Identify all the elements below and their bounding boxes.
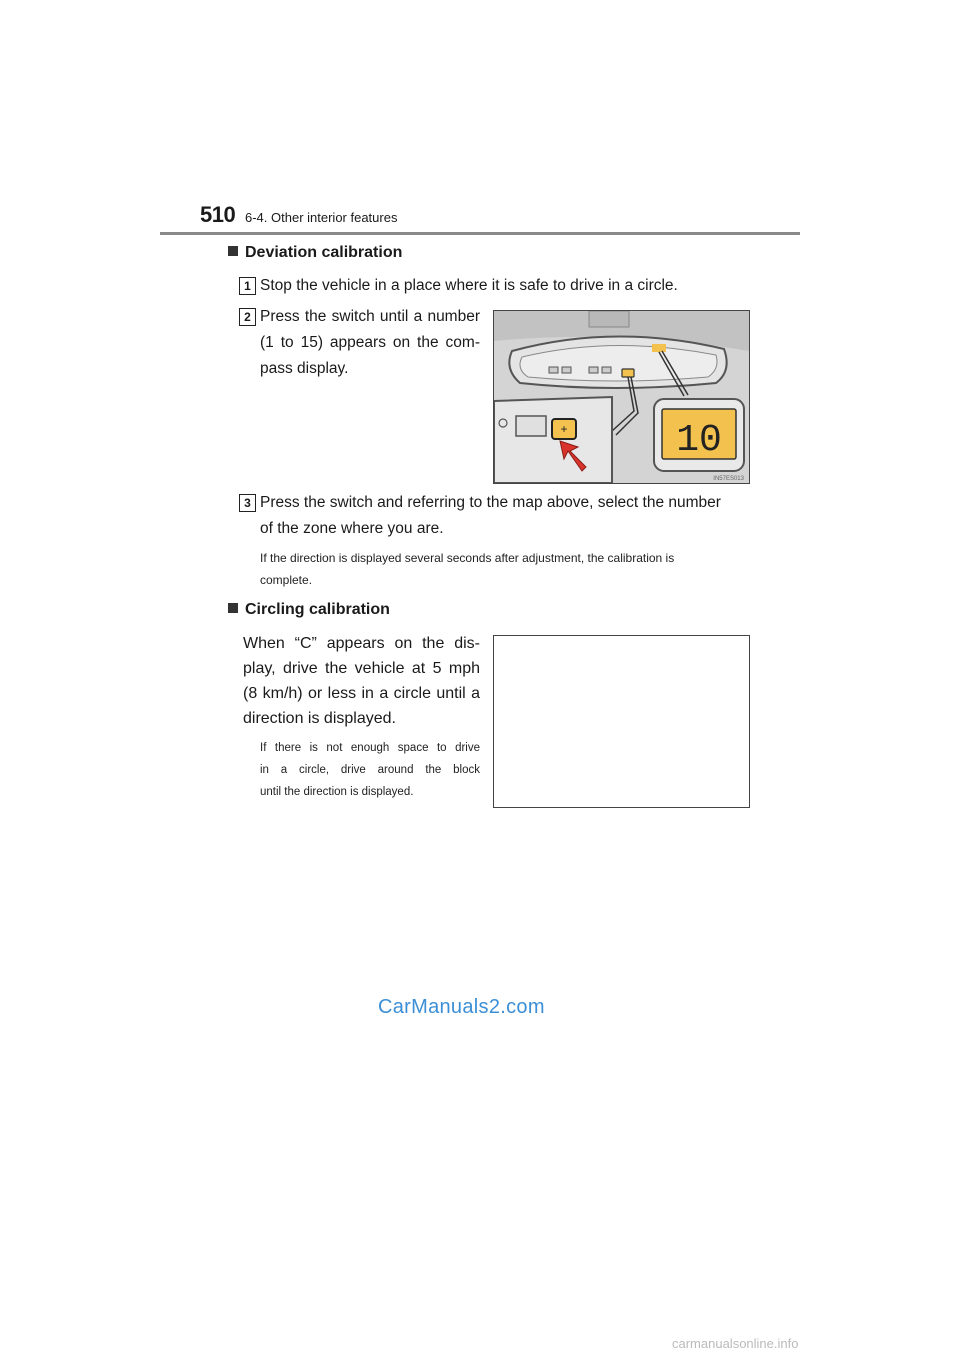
deviation-heading-text: Deviation calibration bbox=[245, 244, 403, 261]
page-number: 510 bbox=[200, 202, 236, 227]
circling-heading-text: Circling calibration bbox=[245, 601, 390, 618]
header-rule bbox=[160, 232, 800, 235]
footer-watermark: carmanualsonline.info bbox=[672, 1336, 799, 1351]
watermark-link[interactable]: CarManuals2.com bbox=[378, 996, 545, 1018]
deviation-note-line: If the direction is displayed several seconds after adjustment, the calibration is bbox=[260, 551, 675, 565]
circling-note-line: until the direction is displayed. bbox=[260, 786, 414, 798]
circling-note-line: in a circle, drive around the block bbox=[260, 764, 480, 776]
circling-figure-placeholder bbox=[493, 635, 750, 808]
svg-text:10: 10 bbox=[676, 419, 722, 462]
svg-text:+: + bbox=[560, 422, 568, 436]
step-badge-1: 1 bbox=[239, 277, 256, 295]
step-1-text: Stop the vehicle in a place where it is safe to drive in a circle. bbox=[260, 277, 678, 294]
mirror-compass-figure bbox=[493, 310, 750, 484]
square-bullet-icon bbox=[228, 246, 238, 256]
deviation-heading bbox=[228, 244, 402, 262]
circling-body-line: direction is displayed. bbox=[243, 710, 396, 727]
circling-note-line: If there is not enough space to drive bbox=[260, 742, 480, 754]
deviation-note-line: complete. bbox=[260, 573, 313, 587]
circling-heading bbox=[228, 601, 390, 619]
circling-body bbox=[243, 631, 480, 731]
step-3-line: of the zone where you are. bbox=[260, 520, 444, 537]
circling-body-line: (8 km/h) or less in a circle until a bbox=[243, 685, 480, 702]
step-3-line: Press the switch and referring to the map above, select the number bbox=[260, 494, 721, 511]
step-3-text bbox=[260, 490, 721, 542]
step-badge-2: 2 bbox=[239, 308, 256, 326]
circling-body-line: play, drive the vehicle at 5 mph bbox=[243, 660, 480, 677]
circling-body-line: When “C” appears on the dis- bbox=[243, 635, 480, 652]
svg-text:IN57ES013: IN57ES013 bbox=[713, 476, 744, 482]
step-2-line: Press the switch until a number bbox=[260, 308, 480, 325]
step-2-line: pass display. bbox=[260, 360, 349, 377]
section-title: 6-4. Other interior features bbox=[245, 210, 398, 225]
step-badge-3: 3 bbox=[239, 494, 256, 512]
square-bullet-icon bbox=[228, 603, 238, 613]
step-2-text bbox=[260, 304, 480, 382]
mirror-illustration bbox=[494, 311, 749, 483]
step-2-line: (1 to 15) appears on the com- bbox=[260, 334, 480, 351]
deviation-note bbox=[260, 547, 674, 591]
circling-note bbox=[260, 737, 480, 803]
